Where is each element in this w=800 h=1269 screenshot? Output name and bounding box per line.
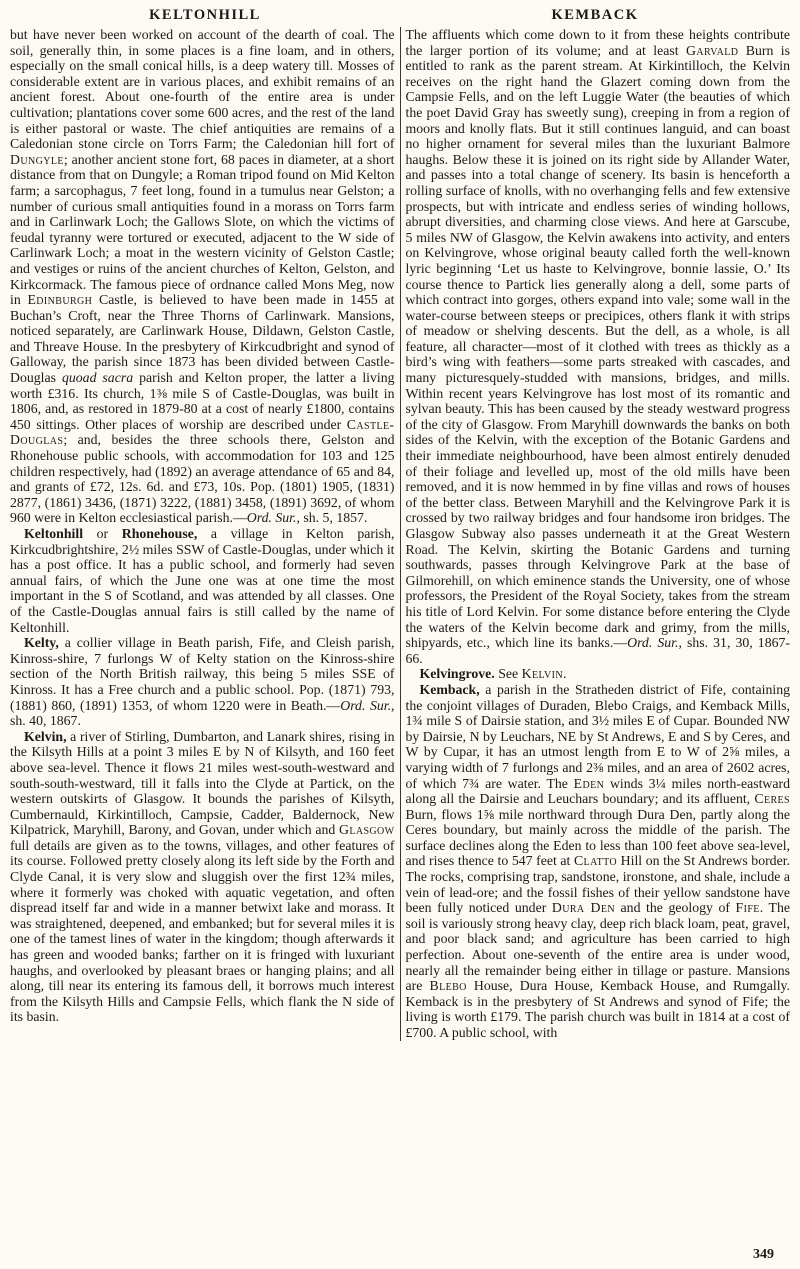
text-run: See [494, 666, 522, 682]
left-column [10, 27, 395, 1041]
text-run: House, Dura House, Kemback House, and Rumgally. Kemback is in the presbytery of St Andrews and synod of Fife; the living is worth £179. The parish church was built in 1814 at a cost of £700. A public school, with [405, 978, 791, 1040]
text-run: Glasgow [338, 822, 395, 838]
text-run: Ord. Sur. [246, 510, 297, 526]
text-run: Rhonehouse, [121, 526, 198, 541]
text-run: Ceres [754, 791, 790, 807]
entry-kelty [10, 635, 395, 729]
text-run: Burn is entitled to rank as the parent stream. At Kirkintilloch, the Kelvin receives on the right hand the Glazert coming down from the Campsie Fells, and on the left Luggie Water (the beauties of which the poet David Gray has sweetly sung), creeping in from a region of moors and knolly flats. But it still continues languid, and can boast no higher ornament for several miles than the luxuriant Balmore haughs. Below these it is joined on its right side by Allander Water, and passes into a total change of scenery. Its basin is henceforth a rolling surface of knolls, with no overhanging fells and few extensive prospects, but with intricate and endless series of winding hollows, abrupt diversities, and charming close views. And here at Garscube, 5 miles NW of Glasgow, the Kelvin awakens into activity, and enters on Kelvingrove, whose original beauty called forth the well-known lyric beginning ‘Let us haste to Kelvingrove, bonnie lassie, O.’ Its course thence to Partick lies generally along a dell, some parts of which contract into gorges, others expand into vale; some wall in the water-course between steeps or precipices, others flank it with strips of meadow or shelving descents. But the dell, as a whole, is all feature, all character—most of it clothed with trees as thickly as a bird’s wing with feathers—some parts streaked with cascades, and many picturesquely-studded with mansions, bridges, and mills. Within recent years Kelvingrove has lost most of its romantic and sylvan beauty. This has been caused by the steady westward progress of the city of Glasgow. From Maryhill downwards the banks on both sides of the Kelvin, with the exception of the Botanic Gardens and their immediate neighbourhood, have been almost entirely denuded of their foliage and levelled up, most of the old mills have been removed, and it is now hemmed in by fine villas and rows of houses of the better class. Between Maryhill and the Kelvingrove Park it is crossed by two railway bridges and four handsome iron bridges. The Glasgow Subway also passes underneath it at the Great Western Road. The Kelvin, skirting the Botanic Gardens and turning southwards, passes through Kelvingrove Park at the base of Gilmorehill, on which eminence stands the University, one of whose professors, the President of the Royal Society, takes from the stream his title of Lord Kelvin. For some distance before entering the Clyde the waters of the Kelvin become dark and grimy, from the mills, shipyards, etc., which line its banks.— [405, 42, 791, 651]
text-run: but have never been worked on account of the dearth of coal. The soil, generally thin, in some places is a fine loam, and in others, especially on the small conical hills, is a deep watery till. Mosses of considerable extent are in various places, and exhibit remains of an ancient forest. About one-fourth of the entire area is under cultivation; plantations cover some 600 acres, and the rest of the land is either pastoral or waste. The chief antiquities are remains of a Caledonian stone circle on Torrs Farm; the Caledonian hill fort of [10, 27, 395, 152]
text-run: parish and Kelton proper, the latter a living worth £316. Its church, 1⅜ mile S of Castle-Douglas, was built in 1806, and, as restored in 1879-80 at a cost of nearly £1800, contains 450 sittings. Other places of worship are described under [10, 370, 395, 432]
entry-kelvin-continued [406, 27, 791, 666]
text-run: winds 3¼ miles north-eastward along all the Dairsie and Leuchars boundary; and its affluent, [405, 775, 790, 807]
entry-kelton-continued [10, 27, 395, 526]
text-run: Kelvingrove. [419, 666, 495, 682]
text-run: Kelvin [521, 666, 564, 682]
text-run: and the geology of [615, 900, 736, 916]
text-run: Keltonhill [24, 526, 84, 541]
text-run: Blebo [429, 978, 467, 994]
running-heads [10, 7, 790, 24]
text-run: Kelty, [24, 635, 59, 651]
text-run: Burn, flows 1⅝ mile northward through Dura Den, partly along the Ceres boundary, but mainly across the middle of the parish. The surface declines along the Eden to less than 100 feet above sea-level, and rises thence to 547 feet at [405, 806, 790, 869]
text-run: Dura Den [551, 900, 615, 916]
entry-kelvin [10, 729, 395, 1025]
text-run: Hill on the St Andrews border. The rocks, comprising trap, sandstone, ironstone, and shale, include a vein of lead-ore; and the fossil fishes of their yellow sandstone have been fully noticed under [405, 853, 790, 916]
text-run: Ord. Sur. [627, 635, 679, 651]
text-run: , sh. 5, 1857. [296, 510, 368, 526]
text-run: . The soil is variously strong heavy clay, deep rich black loam, peat, gravel, and poor black sand; and agriculture has been carried to high perfection. About one-seventh of the entire area is under wood, nearly all the remainder being either in tillage or pasture. Mansions are [405, 900, 791, 994]
text-run: a collier village in Beath parish, Fife, and Cleish parish, Kinross-shire, 7 furlongs W of Kelty station on the Kinross-shire section of the North British railway, this being 5 miles SSE of Kinross. It has a Free church and a public school. Pop. (1871) 793, (1881) 860, (1891) 1353, of whom 1220 were in Beath.— [10, 635, 395, 713]
text-run: Fife [735, 900, 760, 916]
text-columns [10, 27, 790, 1041]
text-run: or [83, 526, 122, 541]
text-run: a village in Kelton parish, Kirkcudbrightshire, 2½ miles SSW of Castle-Douglas, under which it has a post office. It has a public school, and formerly had seven annual fairs, of which the June one was at one time the most important in the S of Scotland, and was attended by all classes. One of the Castle-Douglas annual fairs is still called by the name of Keltonhill. [10, 526, 395, 635]
text-run: full details are given as to the towns, villages, and other features of its course. Followed pretty closely along its left side by the Forth and Clyde Canal, it is very slow and sluggish over the first 12¾ miles, where it formerly was choked with aquatic vegetation, and often dispread itself far and wide in a manner betwixt lake and morass. It was straightened, deepened, and embanked; but for several miles it is one of the tamest lines of water in the kingdom; though afterwards it has green and wooded banks; farther on it is fringed with luxuriant haughs, and overlooked by pleasant braes or hanging plains; and all along, till near its entering its famous dell, it borrows much interest from the Kilsyth Hills and Campsie Fells, which flank the N side of its basin. [10, 837, 395, 1025]
column-divider-rule [400, 27, 401, 1041]
text-run: Dungyle [10, 151, 64, 167]
text-run: Ord. Sur. [340, 697, 392, 713]
text-run: ; and, besides the three schools there, Gelston and Rhonehouse public schools, with accommodation for 103 and 125 children respectively, had (1892) an average attendance of 65 and 84, and grants of £72, 12s. 6d. and £73, 10s. Pop. (1801) 1905, (1831) 2877, (1861) 3436, (1871) 3222, (1881) 3458, (1891) 3692, of whom 960 were in Kelton ecclesiastical parish.— [10, 432, 395, 526]
text-run: Castle-Douglas [10, 416, 395, 448]
entry-keltonhill [10, 526, 395, 635]
entry-kemback [406, 682, 791, 1041]
text-run: Garvald [685, 42, 739, 58]
text-run: . [563, 666, 567, 682]
right-column [406, 27, 791, 1041]
text-run: Castle, is believed to have been made in 1455 at Buchan’s Croft, near the Three Thorns of Carlinwark. Mansions, noticed separately, are Carlinwark House, Dildawn, Gelston Castle, and Threave House. In the presbytery of Kirkcudbright and synod of Galloway, the parish since 1873 has been divided between Castle-Douglas [10, 292, 395, 386]
text-run: a river of Stirling, Dumbarton, and Lanark shires, rising in the Kilsyth Hills at a point 3 miles E by N of Kilsyth, and 160 feet above sea-level. Thence it flows 21 miles west-south-westward and south-south-westward, till it falls into the Clyde at Partick, on the western outskirts of Glasgow. It bounds the parishes of Kilsyth, Cumbernauld, Kirkintilloch, Campsie, Cadder, Baldernock, New Kilpatrick, Maryhill, Barony, and Govan, under which and [10, 728, 395, 838]
text-run: The affluents which come down to it from these heights contribute the larger portion of its volume; and at least [405, 27, 790, 58]
text-run: Kemback, [419, 681, 480, 697]
text-run: , shs. 31, 30, 1867-66. [405, 635, 790, 666]
text-run: ; another ancient stone fort, 68 paces in diameter, at a short distance from that on Dungyle; a Roman tripod found on Mid Kelton farm; a sarcophagus, 7 feet long, found in a tumulus near Gelston; a number of curious small antiquities found in a morass on Torrs farm and in Carlinwark Loch; the Gallows Slote, on which the victims of feudal tyranny were tortured or executed, adjacent to the W side of Carlinwark Loch; a moat in the western vicinity of Gelston Castle; and vestiges or ruins of the ancient churches of Kelton, Gelston, and Kirkcormack. The famous piece of ordnance called Mons Meg, now in [10, 151, 395, 308]
text-run: a parish in the Stratheden district of Fife, containing the conjoint villages of Duraden, Blebo Craigs, and Kemback Mills, 1¾ mile S of Dairsie station, and 3½ miles E of Cupar. Bounded NW by Dairsie, N by Leuchars, NE by St Andrews, E and S by Ceres, and W by Cupar, it has an utmost length from E to W of 2⅝ miles, a varying width of 7 furlongs and 2⅜ miles, and an area of 2602 acres, of which 7¾ are water. The [405, 681, 790, 791]
text-run: Eden [573, 775, 605, 791]
page-number: 349 [753, 1247, 774, 1262]
running-head-right: KEMBACK [551, 7, 639, 23]
text-run: , sh. 40, 1867. [10, 697, 395, 729]
text-run: quoad sacra [61, 370, 134, 386]
text-run: Clatto [573, 853, 618, 869]
running-head-left: KELTONHILL [149, 7, 261, 23]
entry-kelvingrove [406, 666, 791, 682]
text-run: Edinburgh [27, 292, 93, 308]
text-run: Kelvin, [24, 728, 67, 744]
